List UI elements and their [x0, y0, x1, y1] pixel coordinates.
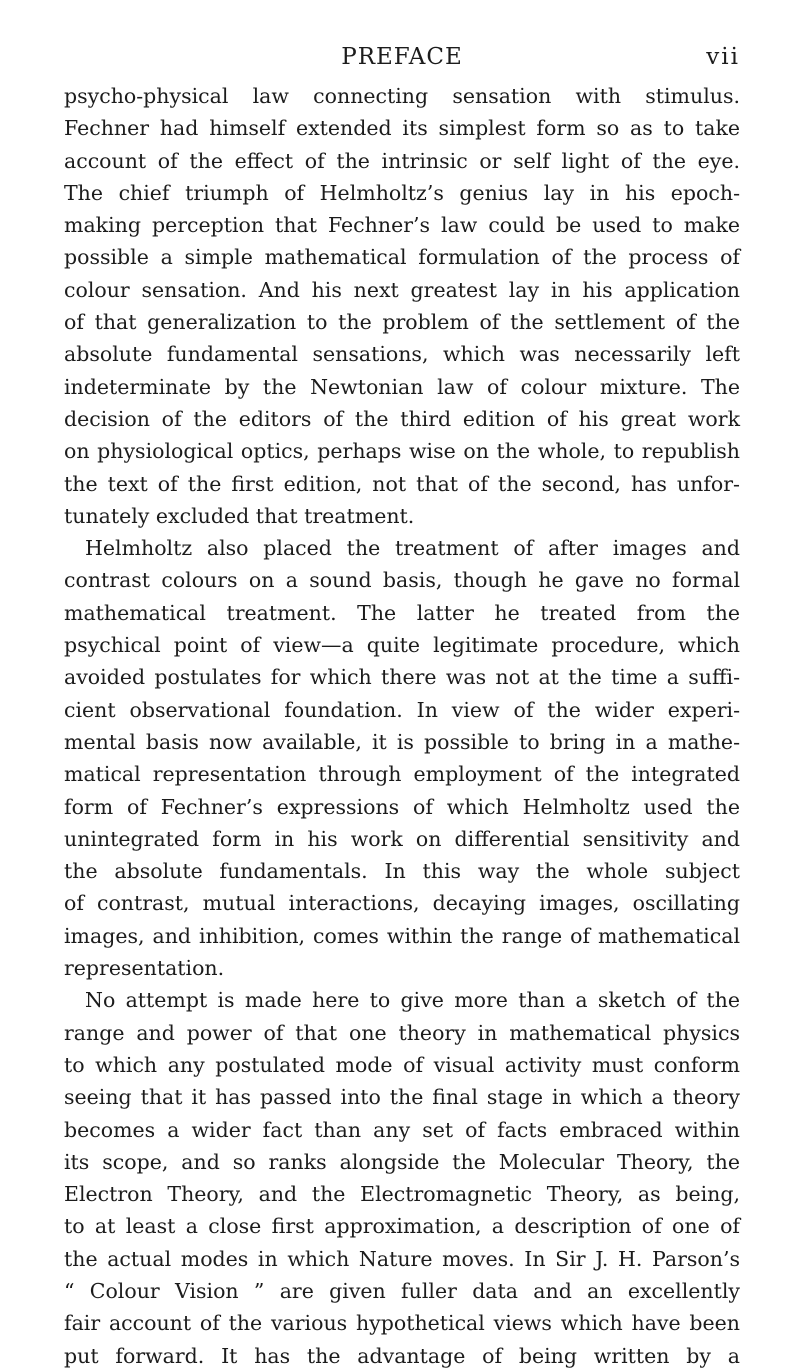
- text-line: the text of the first edition, not that of the second, has unfor-: [64, 471, 740, 496]
- running-header: [64, 40, 740, 80]
- text-line: of that generalization to the problem of the settlement of the: [64, 310, 740, 335]
- paragraph-start-line: No attempt is made here to give more than a sketch of the: [85, 988, 740, 1013]
- text-line: on physiological optics, perhaps wise on the whole, to republish: [64, 439, 740, 464]
- text-line: contrast colours on a sound basis, though he gave no formal: [64, 568, 740, 593]
- text-line: “ Colour Vision ” are given fuller data and an excellently: [64, 1278, 740, 1303]
- text-line: range and power of that one theory in mathematical physics: [64, 1020, 740, 1045]
- text-line: form of Fechner’s expressions of which Helmholtz used the: [64, 794, 740, 819]
- text-line: mental basis now available, it is possible to bring in a mathe-: [64, 729, 740, 754]
- page-number: vii: [706, 44, 740, 70]
- text-line: fair account of the various hypothetical views which have been: [64, 1311, 740, 1336]
- text-line: indeterminate by the Newtonian law of colour mixture. The: [64, 374, 740, 399]
- text-line: mathematical treatment. The latter he treated from the: [64, 600, 740, 625]
- text-line: psycho-physical law connecting sensation with stimulus.: [64, 84, 740, 108]
- text-line: the absolute fundamentals. In this way the whole subject: [64, 859, 740, 884]
- paragraph-end-line: representation.: [64, 956, 225, 981]
- text-line: its scope, and so ranks alongside the Molecular Theory, the: [64, 1149, 740, 1174]
- text-line: unintegrated form in his work on differential sensitivity and: [64, 826, 740, 851]
- paragraph-start-line: Helmholtz also placed the treatment of after images and: [85, 536, 740, 561]
- text-line: Electron Theory, and the Electromagnetic Theory, as being,: [64, 1182, 740, 1207]
- text-line: to at least a close first approximation, a description of one of: [64, 1214, 740, 1239]
- text-line: decision of the editors of the third edition of his great work: [64, 406, 740, 431]
- body-text: [64, 80, 740, 1372]
- text-line: to which any postulated mode of visual activity must conform: [64, 1052, 740, 1077]
- text-line: Fechner had himself extended its simplest form so as to take: [64, 116, 740, 141]
- text-line: The chief triumph of Helmholtz’s genius lay in his epoch-: [64, 180, 740, 205]
- paragraph-end-line: tunately excluded that treatment.: [64, 503, 415, 528]
- text-line: psychical point of view—a quite legitimate procedure, which: [64, 633, 740, 658]
- text-line: the actual modes in which Nature moves. In Sir J. H. Parson’s: [64, 1246, 740, 1271]
- text-line: becomes a wider fact than any set of facts embraced within: [64, 1117, 740, 1142]
- text-line: making perception that Fechner’s law could be used to make: [64, 213, 740, 238]
- text-line: put forward. It has the advantage of being written by a: [64, 1343, 740, 1368]
- text-line: seeing that it has passed into the final stage in which a theory: [64, 1085, 740, 1110]
- text-line: images, and inhibition, comes within the range of mathematical: [64, 923, 740, 948]
- text-line: possible a simple mathematical formulation of the process of: [64, 245, 740, 270]
- text-line: absolute fundamental sensations, which was necessarily left: [64, 342, 740, 367]
- text-line: colour sensation. And his next greatest lay in his application: [64, 277, 740, 302]
- text-line: of contrast, mutual interactions, decaying images, oscillating: [64, 891, 740, 916]
- text-line: avoided postulates for which there was not at the time a suffi-: [64, 665, 740, 690]
- running-title: PREFACE: [341, 44, 463, 70]
- text-line: matical representation through employment of the integrated: [64, 762, 740, 787]
- text-line: cient observational foundation. In view of the wider experi-: [64, 697, 740, 722]
- text-line: account of the effect of the intrinsic or self light of the eye.: [64, 148, 740, 173]
